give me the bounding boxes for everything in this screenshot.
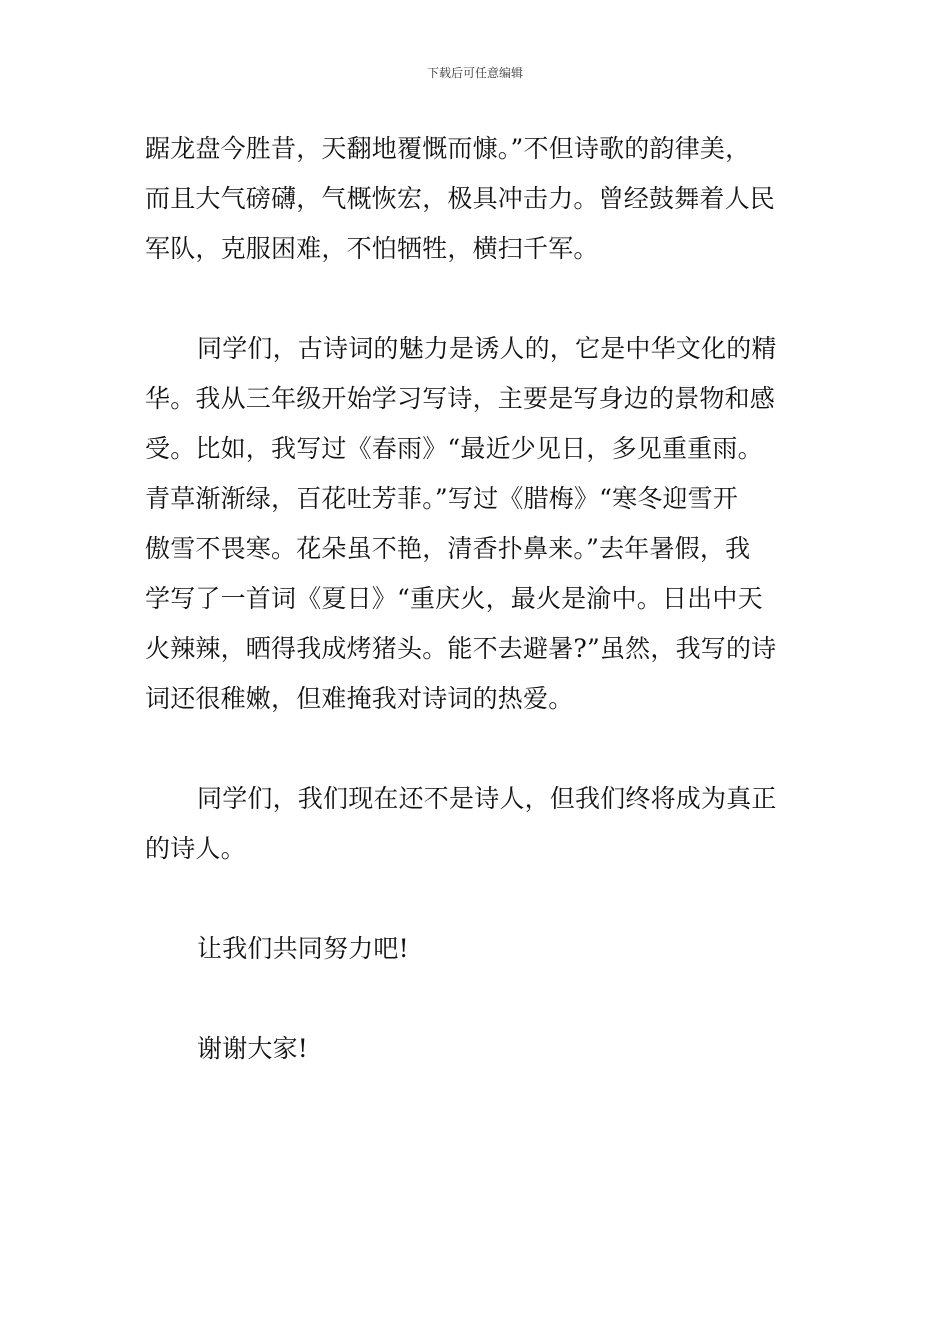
paragraph-line: 谢谢大家! (197, 1034, 309, 1063)
document-body (145, 124, 805, 1074)
paragraph-gap (145, 974, 805, 1024)
paragraph-gap (145, 724, 805, 774)
paragraph-2 (145, 324, 805, 724)
paragraph-gap (145, 874, 805, 924)
paragraph-line: 学写了一首词《夏日》“重庆火，最火是渝中。日出中天 (145, 584, 763, 613)
paragraph-line: 的诗人。 (145, 834, 246, 863)
paragraph-line: 让我们共同努力吧! (197, 934, 409, 963)
paragraph-line: 同学们，古诗词的魅力是诱人的，它是中华文化的精 (197, 334, 777, 363)
paragraph-line: 火辣辣，晒得我成烤猪头。能不去避暑?”虽然，我写的诗 (145, 634, 777, 663)
paragraph-line: 受。比如，我写过《春雨》“最近少见日，多见重重雨。 (145, 434, 763, 463)
paragraph-5 (145, 1024, 805, 1074)
paragraph-line: 同学们，我们现在还不是诗人，但我们终将成为真正 (197, 784, 777, 813)
paragraph-3 (145, 774, 805, 874)
paragraph-line: 军队，克服困难，不怕牺牲，横扫千军。 (145, 234, 599, 263)
paragraph-line: 踞龙盘今胜昔，天翻地覆慨而慷。”不但诗歌的韵律美， (145, 134, 751, 163)
paragraph-line: 而且大气磅礴，气概恢宏，极具冲击力。曾经鼓舞着人民 (145, 184, 776, 213)
paragraph-line: 傲雪不畏寒。花朵虽不艳，清香扑鼻来。”去年暑假，我 (145, 534, 751, 563)
paragraph-line: 华。我从三年级开始学习写诗，主要是写身边的景物和感 (145, 384, 776, 413)
paragraph-gap (145, 274, 805, 324)
paragraph-line: 词还很稚嫩，但难掩我对诗词的热爱。 (145, 684, 574, 713)
paragraph-4 (145, 924, 805, 974)
page-header: 下载后可任意编辑 (426, 66, 523, 80)
paragraph-1 (145, 124, 805, 274)
paragraph-line: 青草渐渐绿，百花吐芳菲。”写过《腊梅》“寒冬迎雪开 (145, 484, 739, 513)
